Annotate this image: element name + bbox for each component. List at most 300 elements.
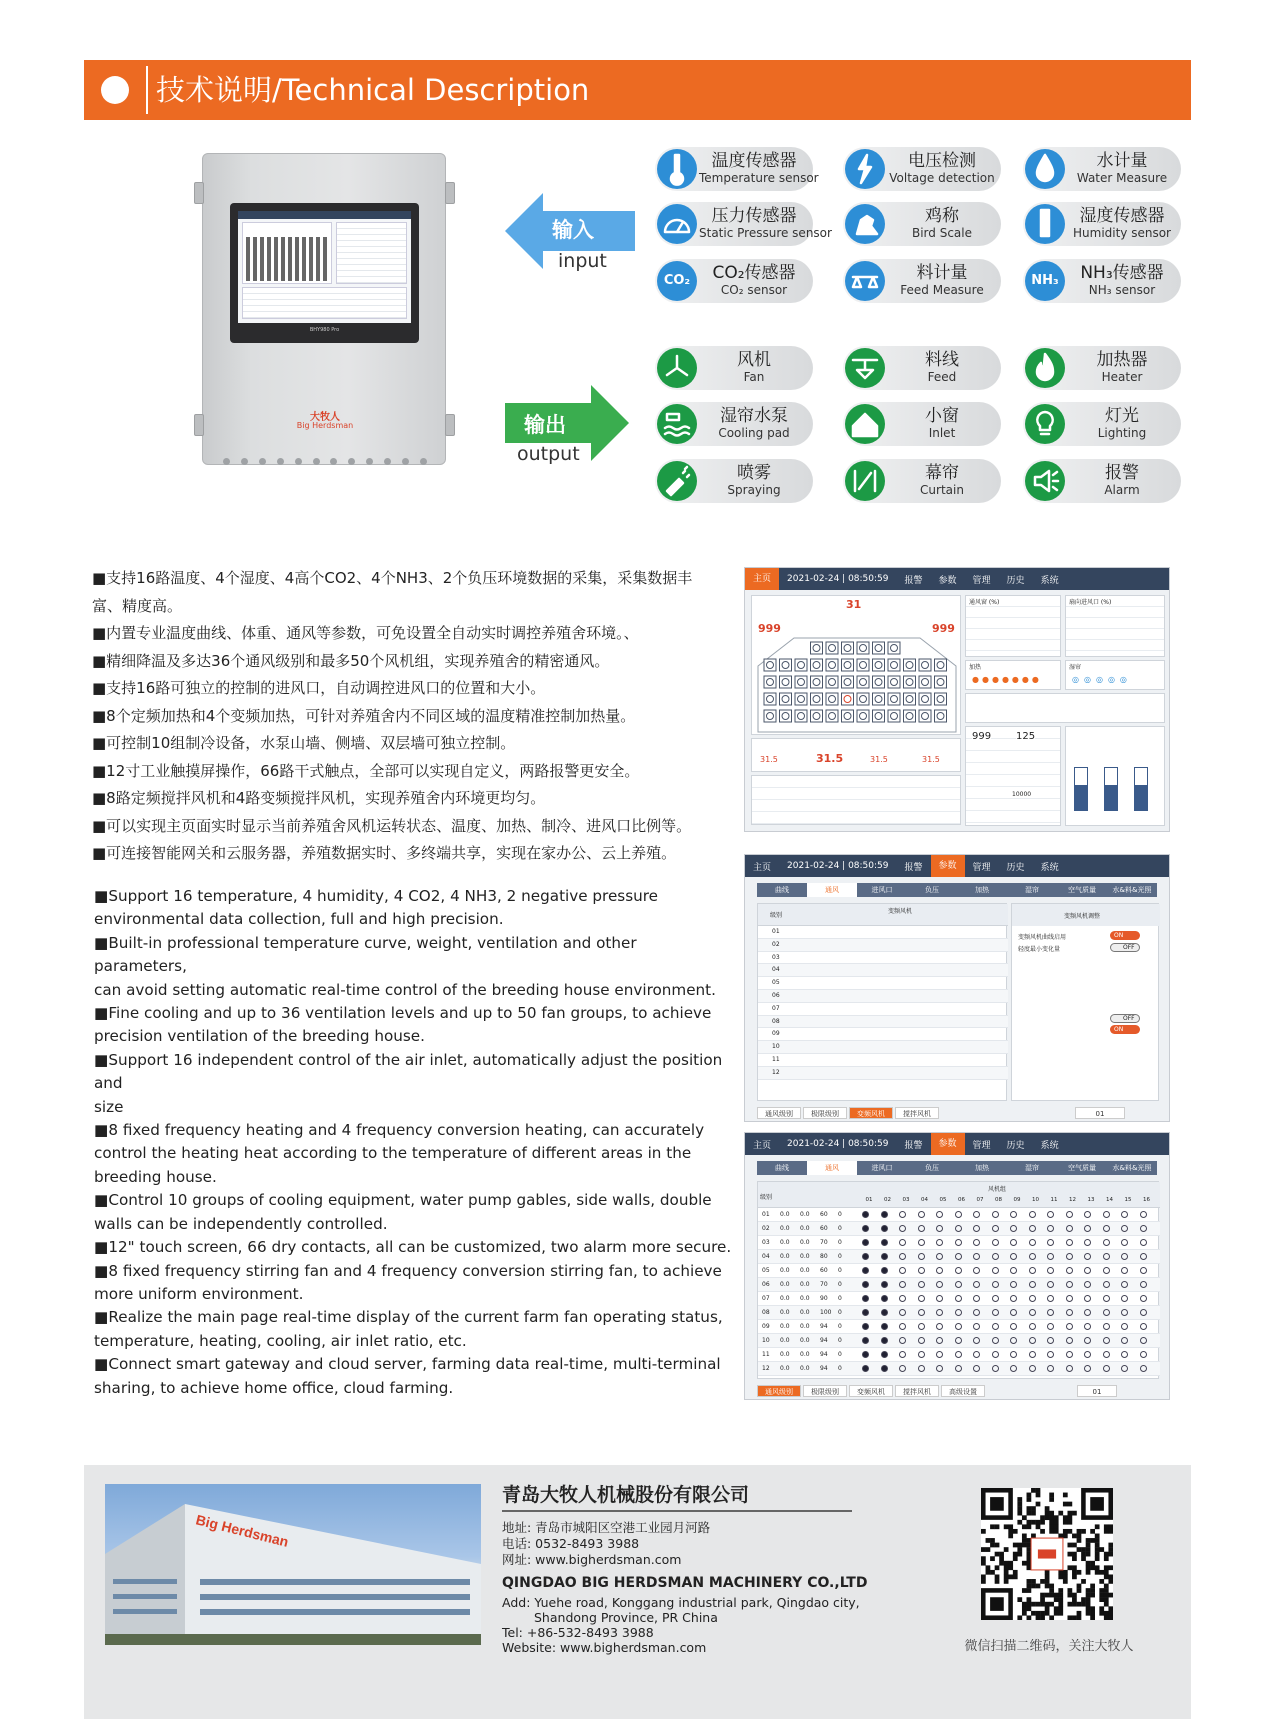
fan-level-row[interactable] bbox=[758, 1348, 1160, 1362]
level-row[interactable]: 04 bbox=[758, 964, 1008, 977]
level-row[interactable]: 05 bbox=[758, 977, 1008, 990]
wechat-qr-code[interactable] bbox=[981, 1488, 1113, 1620]
level-row[interactable]: 01 bbox=[758, 926, 1008, 939]
fan-on-indicator[interactable] bbox=[862, 1323, 869, 1330]
param-tab[interactable]: 进风口 bbox=[871, 886, 893, 894]
cell: 0 bbox=[838, 1365, 842, 1372]
feature-zh: ■可以实现主页面实时显示当前养殖舍风机运转状态、温度、加热、制冷、进风口比例等。 bbox=[92, 816, 692, 835]
fan-off-indicator[interactable] bbox=[899, 1253, 906, 1260]
fan-off-indicator[interactable] bbox=[1047, 1253, 1054, 1260]
fan-off-indicator[interactable] bbox=[992, 1239, 999, 1246]
footer-tab[interactable]: 变频风机 bbox=[849, 1385, 893, 1397]
fan-off-indicator[interactable] bbox=[1121, 1239, 1128, 1246]
fan-level-row[interactable] bbox=[758, 1306, 1160, 1320]
nav-manage[interactable]: 管理 bbox=[972, 1140, 991, 1151]
fan-off-indicator[interactable] bbox=[1121, 1225, 1128, 1232]
param-tab[interactable]: 负压 bbox=[925, 1164, 939, 1172]
nav-param[interactable]: 参数 bbox=[938, 575, 957, 586]
fan-off-indicator[interactable] bbox=[1084, 1351, 1091, 1358]
fan-off-indicator[interactable] bbox=[955, 1211, 962, 1218]
input-sublabel: input bbox=[558, 250, 607, 272]
nav-history[interactable]: 历史 bbox=[1006, 575, 1025, 586]
fan-off-indicator[interactable] bbox=[1066, 1337, 1073, 1344]
fan-off-indicator[interactable] bbox=[899, 1351, 906, 1358]
fan-off-indicator[interactable] bbox=[1103, 1281, 1110, 1288]
nav-alarm[interactable]: 报警 bbox=[904, 1140, 923, 1151]
fan-off-indicator[interactable] bbox=[955, 1295, 962, 1302]
fan-on-indicator[interactable] bbox=[862, 1365, 869, 1372]
fan-off-indicator[interactable] bbox=[1121, 1337, 1128, 1344]
fan-off-indicator[interactable] bbox=[918, 1337, 925, 1344]
fan-off-indicator[interactable] bbox=[1140, 1337, 1147, 1344]
fan-off-indicator[interactable] bbox=[1066, 1323, 1073, 1330]
footer-tab[interactable]: 搅拌风机 bbox=[895, 1107, 939, 1119]
fan-cell-icon bbox=[842, 659, 854, 671]
fan-off-indicator[interactable] bbox=[1066, 1309, 1073, 1316]
fan-off-indicator[interactable] bbox=[1010, 1267, 1017, 1274]
fan-off-indicator[interactable] bbox=[955, 1267, 962, 1274]
param-tab[interactable]: 空气质量 bbox=[1068, 1164, 1096, 1172]
fan-off-indicator[interactable] bbox=[936, 1295, 943, 1302]
fan-off-indicator[interactable] bbox=[1103, 1351, 1110, 1358]
fan-off-indicator[interactable] bbox=[973, 1225, 980, 1232]
fan-off-indicator[interactable] bbox=[918, 1365, 925, 1372]
fan-off-indicator[interactable] bbox=[1029, 1253, 1036, 1260]
fan-off-indicator[interactable] bbox=[1140, 1309, 1147, 1316]
fan-off-indicator[interactable] bbox=[1066, 1281, 1073, 1288]
fan-off-indicator[interactable] bbox=[1010, 1309, 1017, 1316]
fan-off-indicator[interactable] bbox=[1047, 1337, 1054, 1344]
output-item bbox=[1023, 459, 1181, 503]
footer-tab[interactable]: 极限级别 bbox=[803, 1385, 847, 1397]
fan-level-row[interactable] bbox=[758, 1278, 1160, 1292]
fan-on-indicator[interactable] bbox=[862, 1211, 869, 1218]
fan-off-indicator[interactable] bbox=[1084, 1337, 1091, 1344]
fan-on-indicator[interactable] bbox=[862, 1239, 869, 1246]
fan-off-indicator[interactable] bbox=[936, 1239, 943, 1246]
level-row[interactable]: 07 bbox=[758, 1003, 1008, 1016]
fan-off-indicator[interactable] bbox=[992, 1267, 999, 1274]
fan-off-indicator[interactable] bbox=[1103, 1239, 1110, 1246]
fan-off-indicator[interactable] bbox=[918, 1281, 925, 1288]
feature-zh: ■可连接智能网关和云服务器，养殖数据实时、多终端共享，实现在家办公、云上养殖。 bbox=[92, 844, 677, 862]
nav-alarm[interactable]: 报警 bbox=[904, 575, 923, 586]
fan-off-indicator[interactable] bbox=[918, 1239, 925, 1246]
fan-off-indicator[interactable] bbox=[1121, 1323, 1128, 1330]
param-tab[interactable]: 湿帘 bbox=[1025, 1164, 1039, 1172]
cell: 0 bbox=[838, 1309, 842, 1316]
fan-off-indicator[interactable] bbox=[1029, 1337, 1036, 1344]
fan-off-indicator[interactable] bbox=[918, 1211, 925, 1218]
output-label: 输出 bbox=[524, 413, 566, 437]
param-tab[interactable]: 空气质量 bbox=[1068, 886, 1096, 894]
fan-off-indicator[interactable] bbox=[899, 1365, 906, 1372]
fan-level-row[interactable] bbox=[758, 1236, 1160, 1250]
fan-off-indicator[interactable] bbox=[1084, 1211, 1091, 1218]
toggle-off[interactable]: OFF bbox=[1110, 943, 1140, 952]
fan-off-indicator[interactable] bbox=[1029, 1211, 1036, 1218]
fan-off-indicator[interactable] bbox=[1084, 1225, 1091, 1232]
fan-off-indicator[interactable] bbox=[973, 1253, 980, 1260]
fan-off-indicator[interactable] bbox=[899, 1267, 906, 1274]
input-item bbox=[843, 202, 1001, 246]
fan-off-indicator[interactable] bbox=[918, 1351, 925, 1358]
fan-on-indicator[interactable] bbox=[881, 1211, 888, 1218]
fan-off-indicator[interactable] bbox=[899, 1309, 906, 1316]
fan-off-indicator[interactable] bbox=[936, 1323, 943, 1330]
fan-off-indicator[interactable] bbox=[1010, 1281, 1017, 1288]
level-row[interactable]: 11 bbox=[758, 1054, 1008, 1067]
nav-history[interactable]: 历史 bbox=[1006, 1140, 1025, 1151]
fan-off-indicator[interactable] bbox=[1047, 1239, 1054, 1246]
nav-home[interactable]: 主页 bbox=[753, 1140, 772, 1151]
fan-off-indicator[interactable] bbox=[918, 1225, 925, 1232]
item-label-zh: 幕帘 bbox=[925, 463, 959, 483]
footer-tab[interactable]: 极限级别 bbox=[803, 1107, 847, 1119]
footer-tab[interactable]: 搅拌风机 bbox=[895, 1385, 939, 1397]
fan-off-indicator[interactable] bbox=[955, 1323, 962, 1330]
footer-tab[interactable]: 通风级别 bbox=[757, 1385, 801, 1397]
fan-off-indicator[interactable] bbox=[973, 1337, 980, 1344]
fan-off-indicator[interactable] bbox=[992, 1323, 999, 1330]
header-divider bbox=[146, 66, 148, 114]
fan-off-indicator[interactable] bbox=[899, 1225, 906, 1232]
fan-off-indicator[interactable] bbox=[955, 1365, 962, 1372]
fan-off-indicator[interactable] bbox=[1047, 1323, 1054, 1330]
fan-off-indicator[interactable] bbox=[918, 1267, 925, 1274]
fan-off-indicator[interactable] bbox=[1066, 1225, 1073, 1232]
fan-off-indicator[interactable] bbox=[1066, 1239, 1073, 1246]
website-en[interactable]: Website: www.bigherdsman.com bbox=[502, 1640, 707, 1655]
param-tabs bbox=[757, 883, 1157, 897]
fan-off-indicator[interactable] bbox=[1010, 1365, 1017, 1372]
feature-en: temperature, heating, cooling, air inlet ratio, etc. bbox=[94, 1331, 467, 1350]
fan-on-indicator[interactable] bbox=[862, 1337, 869, 1344]
footer-tab[interactable]: 通风级别 bbox=[757, 1107, 801, 1119]
fan-off-indicator[interactable] bbox=[1047, 1281, 1054, 1288]
fan-off-indicator[interactable] bbox=[1103, 1337, 1110, 1344]
fan-level-row[interactable] bbox=[758, 1208, 1160, 1222]
cell: 0.0 bbox=[780, 1295, 790, 1302]
nav-param[interactable]: 参数 bbox=[931, 855, 965, 877]
fan-off-indicator[interactable] bbox=[1140, 1239, 1147, 1246]
param-tab[interactable]: 加热 bbox=[975, 1164, 989, 1172]
nav-manage[interactable]: 管理 bbox=[972, 575, 991, 586]
cell: 80 bbox=[820, 1253, 828, 1260]
fan-off-indicator[interactable] bbox=[1010, 1253, 1017, 1260]
fan-off-indicator[interactable] bbox=[973, 1351, 980, 1358]
fan-col-header: 14 bbox=[1106, 1197, 1113, 1203]
vfan-table: 级别 变频风机 01 02 03 04 05 06 07 08 09 10 11 12 bbox=[757, 903, 1007, 1101]
fan-off-indicator[interactable] bbox=[1140, 1225, 1147, 1232]
fan-level-row[interactable] bbox=[758, 1320, 1160, 1334]
fan-off-indicator[interactable] bbox=[955, 1337, 962, 1344]
fan-off-indicator[interactable] bbox=[1140, 1295, 1147, 1302]
fan-off-indicator[interactable] bbox=[973, 1295, 980, 1302]
fan-off-indicator[interactable] bbox=[1047, 1211, 1054, 1218]
fan-off-indicator[interactable] bbox=[1066, 1365, 1073, 1372]
fan-off-indicator[interactable] bbox=[955, 1281, 962, 1288]
fan-off-indicator[interactable] bbox=[992, 1309, 999, 1316]
fan-off-indicator[interactable] bbox=[992, 1337, 999, 1344]
fan-off-indicator[interactable] bbox=[1047, 1351, 1054, 1358]
fan-off-indicator[interactable] bbox=[1121, 1267, 1128, 1274]
fan-off-indicator[interactable] bbox=[1140, 1211, 1147, 1218]
level-row[interactable]: 02 bbox=[758, 939, 1008, 952]
fan-off-indicator[interactable] bbox=[1066, 1267, 1073, 1274]
nav-system[interactable]: 系统 bbox=[1040, 575, 1059, 586]
fan-off-indicator[interactable] bbox=[899, 1337, 906, 1344]
fan-off-indicator[interactable] bbox=[1029, 1365, 1036, 1372]
fan-off-indicator[interactable] bbox=[1084, 1323, 1091, 1330]
cell: 70 bbox=[820, 1239, 828, 1246]
fan-off-indicator[interactable] bbox=[936, 1211, 943, 1218]
fan-off-indicator[interactable] bbox=[1010, 1323, 1017, 1330]
fan-off-indicator[interactable] bbox=[992, 1351, 999, 1358]
nav-system[interactable]: 系统 bbox=[1040, 862, 1059, 873]
param-tab[interactable]: 负压 bbox=[925, 886, 939, 894]
fan-off-indicator[interactable] bbox=[1029, 1267, 1036, 1274]
fan-off-indicator[interactable] bbox=[1084, 1309, 1091, 1316]
nav-system[interactable]: 系统 bbox=[1040, 1140, 1059, 1151]
fan-off-indicator[interactable] bbox=[955, 1225, 962, 1232]
fan-on-indicator[interactable] bbox=[881, 1337, 888, 1344]
fan-off-indicator[interactable] bbox=[1121, 1253, 1128, 1260]
fan-on-indicator[interactable] bbox=[881, 1253, 888, 1260]
fan-off-indicator[interactable] bbox=[936, 1351, 943, 1358]
fan-off-indicator[interactable] bbox=[936, 1309, 943, 1316]
fan-off-indicator[interactable] bbox=[936, 1253, 943, 1260]
fan-off-indicator[interactable] bbox=[1103, 1211, 1110, 1218]
fan-off-indicator[interactable] bbox=[1121, 1351, 1128, 1358]
fan-off-indicator[interactable] bbox=[973, 1239, 980, 1246]
rooster-icon bbox=[845, 204, 885, 244]
fan-off-indicator[interactable] bbox=[955, 1253, 962, 1260]
fan-on-indicator[interactable] bbox=[862, 1225, 869, 1232]
fan-off-indicator[interactable] bbox=[1084, 1365, 1091, 1372]
fan-off-indicator[interactable] bbox=[1140, 1365, 1147, 1372]
nav-param[interactable]: 参数 bbox=[931, 1133, 965, 1155]
level-row[interactable]: 09 bbox=[758, 1028, 1008, 1041]
fan-off-indicator[interactable] bbox=[899, 1211, 906, 1218]
feature-en: control the heating heat according to the temperature of different areas in the bbox=[94, 1144, 692, 1163]
fan-off-indicator[interactable] bbox=[973, 1309, 980, 1316]
fan-off-indicator[interactable] bbox=[1084, 1295, 1091, 1302]
fan-off-indicator[interactable] bbox=[1029, 1309, 1036, 1316]
fan-on-indicator[interactable] bbox=[862, 1253, 869, 1260]
fan-off-indicator[interactable] bbox=[1140, 1351, 1147, 1358]
param-tab[interactable]: 通风 bbox=[807, 1161, 857, 1175]
fan-off-indicator[interactable] bbox=[1084, 1267, 1091, 1274]
fan-off-indicator[interactable] bbox=[992, 1281, 999, 1288]
fan-on-indicator[interactable] bbox=[862, 1309, 869, 1316]
param-tab[interactable]: 水&料&光照 bbox=[1112, 1164, 1152, 1172]
fan-off-indicator[interactable] bbox=[918, 1295, 925, 1302]
fan-off-indicator[interactable] bbox=[1140, 1267, 1147, 1274]
fan-off-indicator[interactable] bbox=[1066, 1211, 1073, 1218]
footer-tab[interactable]: 高级设置 bbox=[941, 1385, 985, 1397]
page-selector[interactable]: 01 bbox=[1075, 1107, 1125, 1119]
fan-off-indicator[interactable] bbox=[1140, 1281, 1147, 1288]
fan-off-indicator[interactable] bbox=[992, 1253, 999, 1260]
fan-off-indicator[interactable] bbox=[936, 1365, 943, 1372]
fan-on-indicator[interactable] bbox=[862, 1295, 869, 1302]
level-row[interactable]: 08 bbox=[758, 1016, 1008, 1029]
fan-off-indicator[interactable] bbox=[899, 1239, 906, 1246]
level-row[interactable]: 12 bbox=[758, 1067, 1008, 1080]
fan-off-indicator[interactable] bbox=[899, 1295, 906, 1302]
fan-on-indicator[interactable] bbox=[862, 1281, 869, 1288]
fan-off-indicator[interactable] bbox=[992, 1211, 999, 1218]
fan-off-indicator[interactable] bbox=[1121, 1211, 1128, 1218]
fan-on-indicator[interactable] bbox=[881, 1267, 888, 1274]
fan-level-row[interactable] bbox=[758, 1292, 1160, 1306]
level-row[interactable]: 10 bbox=[758, 1041, 1008, 1054]
fan-off-indicator[interactable] bbox=[936, 1337, 943, 1344]
fan-off-indicator[interactable] bbox=[1121, 1365, 1128, 1372]
fan-off-indicator[interactable] bbox=[1084, 1281, 1091, 1288]
fan-level-row[interactable] bbox=[758, 1334, 1160, 1348]
fan-off-indicator[interactable] bbox=[1029, 1281, 1036, 1288]
fan-on-indicator[interactable] bbox=[881, 1239, 888, 1246]
fan-off-indicator[interactable] bbox=[1010, 1295, 1017, 1302]
fan-off-indicator[interactable] bbox=[936, 1225, 943, 1232]
fan-off-indicator[interactable] bbox=[1010, 1337, 1017, 1344]
fan-off-indicator[interactable] bbox=[1029, 1323, 1036, 1330]
fan-off-indicator[interactable] bbox=[1010, 1225, 1017, 1232]
level-row[interactable]: 06 bbox=[758, 990, 1008, 1003]
item-label-en: Static Pressure sensor bbox=[699, 226, 832, 240]
fan-off-indicator[interactable] bbox=[1066, 1295, 1073, 1302]
fan-off-indicator[interactable] bbox=[1084, 1239, 1091, 1246]
param-tab[interactable]: 进风口 bbox=[871, 1164, 893, 1172]
toggle-on[interactable]: ON bbox=[1110, 931, 1140, 940]
toggle-off[interactable]: OFF bbox=[1110, 1014, 1140, 1023]
fan-off-indicator[interactable] bbox=[1121, 1281, 1128, 1288]
fan-off-indicator[interactable] bbox=[1103, 1295, 1110, 1302]
fan-off-indicator[interactable] bbox=[992, 1225, 999, 1232]
fan-off-indicator[interactable] bbox=[936, 1267, 943, 1274]
fan-off-indicator[interactable] bbox=[1103, 1323, 1110, 1330]
fan-off-indicator[interactable] bbox=[1084, 1253, 1091, 1260]
output-item bbox=[655, 459, 813, 503]
fan-off-indicator[interactable] bbox=[918, 1253, 925, 1260]
fan-off-indicator[interactable] bbox=[1103, 1365, 1110, 1372]
fan-off-indicator[interactable] bbox=[1066, 1351, 1073, 1358]
controller-device bbox=[202, 153, 446, 465]
fan-off-indicator[interactable] bbox=[918, 1309, 925, 1316]
fan-off-indicator[interactable] bbox=[918, 1323, 925, 1330]
input-item bbox=[655, 147, 819, 191]
param-tab[interactable]: 加热 bbox=[975, 886, 989, 894]
nav-alarm[interactable]: 报警 bbox=[904, 862, 923, 873]
param-tab[interactable]: 通风 bbox=[807, 883, 857, 897]
fan-level-row[interactable] bbox=[758, 1222, 1160, 1236]
fan-off-indicator[interactable] bbox=[899, 1323, 906, 1330]
fan-off-indicator[interactable] bbox=[1121, 1295, 1128, 1302]
fan-off-indicator[interactable] bbox=[973, 1267, 980, 1274]
param-tab[interactable]: 曲线 bbox=[775, 1164, 789, 1172]
fan-off-indicator[interactable] bbox=[1047, 1309, 1054, 1316]
fan-off-indicator[interactable] bbox=[973, 1323, 980, 1330]
fan-off-indicator[interactable] bbox=[899, 1281, 906, 1288]
toggle-on[interactable]: ON bbox=[1110, 1025, 1140, 1034]
level-row[interactable]: 03 bbox=[758, 952, 1008, 965]
fan-off-indicator[interactable] bbox=[1029, 1351, 1036, 1358]
fan-off-indicator[interactable] bbox=[955, 1309, 962, 1316]
fan-off-indicator[interactable] bbox=[1010, 1239, 1017, 1246]
fan-off-indicator[interactable] bbox=[992, 1365, 999, 1372]
footer-tab[interactable]: 变频风机 bbox=[849, 1107, 893, 1119]
fan-off-indicator[interactable] bbox=[973, 1211, 980, 1218]
fan-off-indicator[interactable] bbox=[955, 1239, 962, 1246]
fan-off-indicator[interactable] bbox=[1066, 1253, 1073, 1260]
fan-off-indicator[interactable] bbox=[955, 1351, 962, 1358]
output-item bbox=[843, 402, 1001, 446]
fan-off-indicator[interactable] bbox=[1047, 1267, 1054, 1274]
fan-on-indicator[interactable] bbox=[862, 1351, 869, 1358]
fan-off-indicator[interactable] bbox=[992, 1295, 999, 1302]
fan-off-indicator[interactable] bbox=[1103, 1253, 1110, 1260]
fan-off-indicator[interactable] bbox=[1010, 1351, 1017, 1358]
fan-on-indicator[interactable] bbox=[881, 1309, 888, 1316]
fan-on-indicator[interactable] bbox=[881, 1365, 888, 1372]
fan-off-indicator[interactable] bbox=[936, 1281, 943, 1288]
website-zh[interactable]: 网址: www.bigherdsman.com bbox=[502, 1552, 682, 1567]
fan-level-row[interactable] bbox=[758, 1362, 1160, 1376]
fan-on-indicator[interactable] bbox=[862, 1267, 869, 1274]
param-tab[interactable]: 曲线 bbox=[775, 886, 789, 894]
item-label-zh: 湿帘水泵 bbox=[720, 406, 788, 426]
fan-level-row[interactable] bbox=[758, 1250, 1160, 1264]
nav-history[interactable]: 历史 bbox=[1006, 862, 1025, 873]
fan-col-header: 08 bbox=[995, 1197, 1002, 1203]
fan-off-indicator[interactable] bbox=[1047, 1225, 1054, 1232]
fan-on-indicator[interactable] bbox=[881, 1281, 888, 1288]
fan-off-indicator[interactable] bbox=[973, 1281, 980, 1288]
output-item bbox=[655, 402, 813, 446]
fan-off-indicator[interactable] bbox=[1140, 1253, 1147, 1260]
fan-off-indicator[interactable] bbox=[1103, 1267, 1110, 1274]
param-tab[interactable]: 湿帘 bbox=[1025, 886, 1039, 894]
fan-off-indicator[interactable] bbox=[1047, 1365, 1054, 1372]
fan-off-indicator[interactable] bbox=[1140, 1323, 1147, 1330]
fan-on-indicator[interactable] bbox=[881, 1323, 888, 1330]
fan-off-indicator[interactable] bbox=[973, 1365, 980, 1372]
fan-on-indicator[interactable] bbox=[881, 1225, 888, 1232]
fan-cell-icon bbox=[935, 693, 947, 705]
cell: 0 bbox=[838, 1267, 842, 1274]
fan-on-indicator[interactable] bbox=[881, 1295, 888, 1302]
fan-on-indicator[interactable] bbox=[881, 1351, 888, 1358]
nav-home[interactable]: 主页 bbox=[753, 862, 772, 873]
fan-level-row[interactable] bbox=[758, 1264, 1160, 1278]
cell: 0.0 bbox=[800, 1281, 810, 1288]
nav-home[interactable]: 主页 bbox=[745, 568, 779, 590]
fan-off-indicator[interactable] bbox=[1103, 1225, 1110, 1232]
nav-manage[interactable]: 管理 bbox=[972, 862, 991, 873]
param-tab[interactable]: 水&料&光照 bbox=[1112, 886, 1152, 894]
fan-off-indicator[interactable] bbox=[1029, 1239, 1036, 1246]
fan-off-indicator[interactable] bbox=[1010, 1211, 1017, 1218]
fan-off-indicator[interactable] bbox=[1047, 1295, 1054, 1302]
feature-zh: ■支持16路温度、4个湿度、4高个CO2、4个NH3、2个负压环境数据的采集，采集数据丰 bbox=[92, 569, 693, 587]
fan-off-indicator[interactable] bbox=[1121, 1309, 1128, 1316]
fan-off-indicator[interactable] bbox=[1029, 1225, 1036, 1232]
fan-off-indicator[interactable] bbox=[1029, 1295, 1036, 1302]
fan-off-indicator[interactable] bbox=[1103, 1309, 1110, 1316]
page-selector[interactable]: 01 bbox=[1077, 1385, 1117, 1397]
